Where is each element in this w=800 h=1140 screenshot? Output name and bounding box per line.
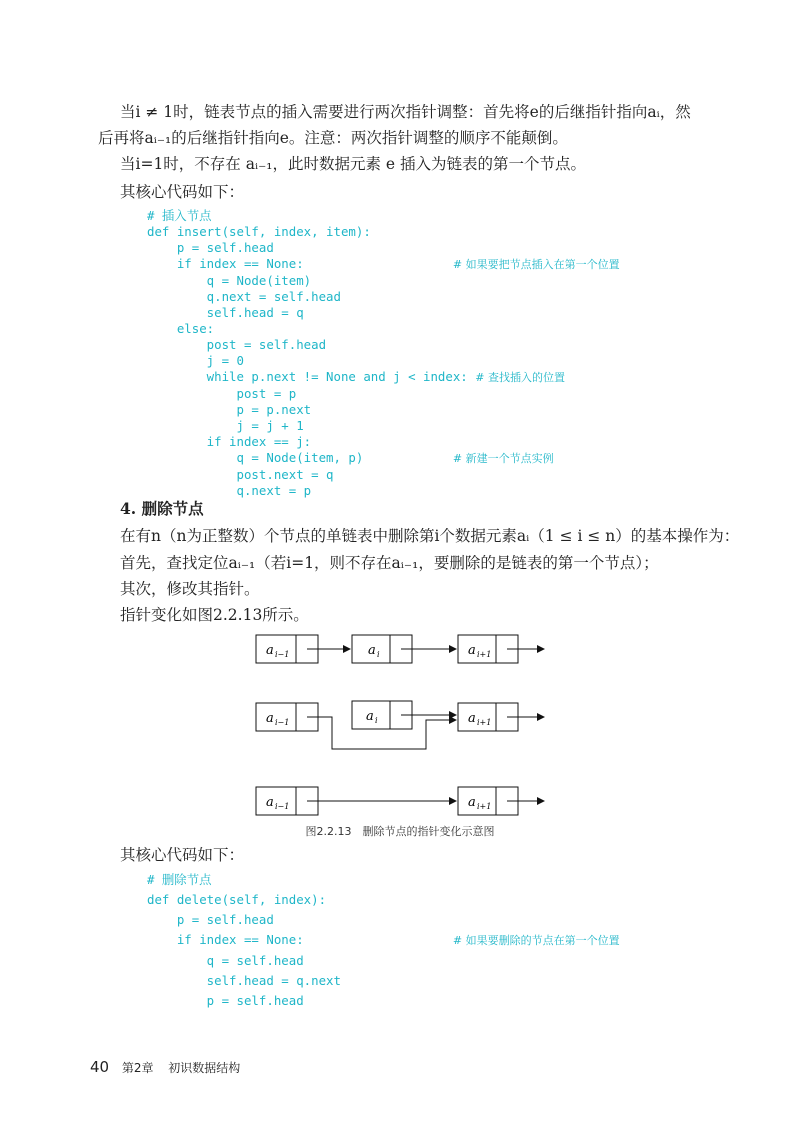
figure-caption: 图2.2.13 删除节点的指针变化示意图 [305,825,495,838]
code-line [147,930,620,951]
node-label: a [468,795,476,810]
code-text: if index == None: [147,932,453,947]
code-line [147,337,620,353]
para-delete-step1: 首先，查找定位aᵢ₋₁（若i=1，则不存在aᵢ₋₁，要删除的是链表的第一个节点）； [120,554,659,572]
code-line [147,224,620,240]
code-line [147,289,620,305]
code-comment: # 如果要把节点插入在第一个位置 [452,258,620,271]
para-insert-explain-line2: 后再将aᵢ₋₁的后继指针指向e。注意：两次指针调整的顺序不能颠倒。 [98,129,568,147]
code-text: p = self.head [147,912,274,927]
node-subscript: i−1 [275,718,290,727]
code-line [147,208,620,224]
para-delete-explain: 在有n（n为正整数）个节点的单链表中删除第i个数据元素aᵢ（1 ≤ i ≤ n）的基本操作为： [120,527,740,545]
code-text: def insert(self, index, item): [147,224,371,239]
code-text: post = p [147,386,297,401]
node-subscript: i−1 [275,650,290,659]
page-number: 40 [90,1058,110,1076]
node-subscript: i−1 [275,802,290,811]
code-text: else: [147,321,215,336]
code-line [147,353,620,369]
code-line [147,434,620,450]
para-delete-step2: 其次，修改其指针。 [120,580,260,598]
node-label: a [266,643,274,658]
node-subscript: i+1 [477,718,492,727]
code-line [147,418,620,434]
code-text: q = Node(item, p) [147,450,453,465]
code-text: if index == None: [147,256,453,271]
code-comment: # 如果要删除的节点在第一个位置 [452,934,620,947]
code-line [147,991,620,1011]
code-line [147,256,620,273]
code-block-insert [147,208,620,499]
code-line [147,321,620,337]
code-text: if index == j: [147,434,312,449]
code-text: self.head = q.next [147,973,341,988]
node-subscript: i [375,716,378,725]
node-label: a [468,643,476,658]
code-line [147,240,620,256]
node-label: a [468,711,476,726]
code-text: p = self.head [147,993,304,1008]
chapter-title: 初识数据结构 [168,1061,241,1075]
code-comment: # 查找插入的位置 [475,371,565,384]
code-text: # 删除节点 [147,872,212,887]
para-figure-ref: 指针变化如图2.2.13所示。 [120,606,309,624]
para-core-code-intro: 其核心代码如下： [120,183,245,201]
code-block-delete [147,870,620,1011]
chapter-label: 第2章 [121,1061,154,1075]
code-line [147,971,620,991]
code-text: q = self.head [147,953,304,968]
code-line [147,951,620,971]
section-heading-delete: 4. 删除节点 [120,499,204,518]
code-line [147,402,620,418]
code-text: post.next = q [147,467,334,482]
code-line [147,386,620,402]
code-text: q.next = p [147,483,312,498]
para-insert-explain-line1: 当i ≠ 1时，链表节点的插入需要进行两次指针调整：首先将e的后继指针指向aᵢ，然 [120,103,691,121]
page-footer [90,1058,240,1076]
code-text: q.next = self.head [147,289,341,304]
node-subscript: i [377,650,380,659]
code-comment: # 新建一个节点实例 [452,452,554,465]
row2-arrow-bypass [307,717,456,749]
node-label: a [266,795,274,810]
code-text: post = self.head [147,337,327,352]
node-label: a [366,709,374,724]
code-line [147,273,620,289]
code-line [147,467,620,483]
node-label: a [266,711,274,726]
para-core-code-intro-2: 其核心代码如下： [120,846,245,864]
code-line [147,910,620,930]
code-line [147,450,620,467]
node-label: a [368,643,376,658]
code-text: while p.next != None and j < index: [147,369,476,384]
code-text: j = j + 1 [147,418,304,433]
node-subscript: i+1 [477,650,492,659]
code-text: def delete(self, index): [147,892,327,907]
code-line [147,890,620,910]
code-text: j = 0 [147,353,244,368]
figure-delete-pointer-diagram [250,625,550,821]
code-text: # 插入节点 [147,208,212,223]
code-text: q = Node(item) [147,273,312,288]
code-line [147,369,620,386]
code-text: p = p.next [147,402,312,417]
code-text: self.head = q [147,305,304,320]
code-line [147,870,620,890]
code-line [147,305,620,321]
code-text: p = self.head [147,240,274,255]
para-insert-first: 当i=1时，不存在 aᵢ₋₁，此时数据元素 e 插入为链表的第一个节点。 [120,155,587,173]
node-subscript: i+1 [477,802,492,811]
